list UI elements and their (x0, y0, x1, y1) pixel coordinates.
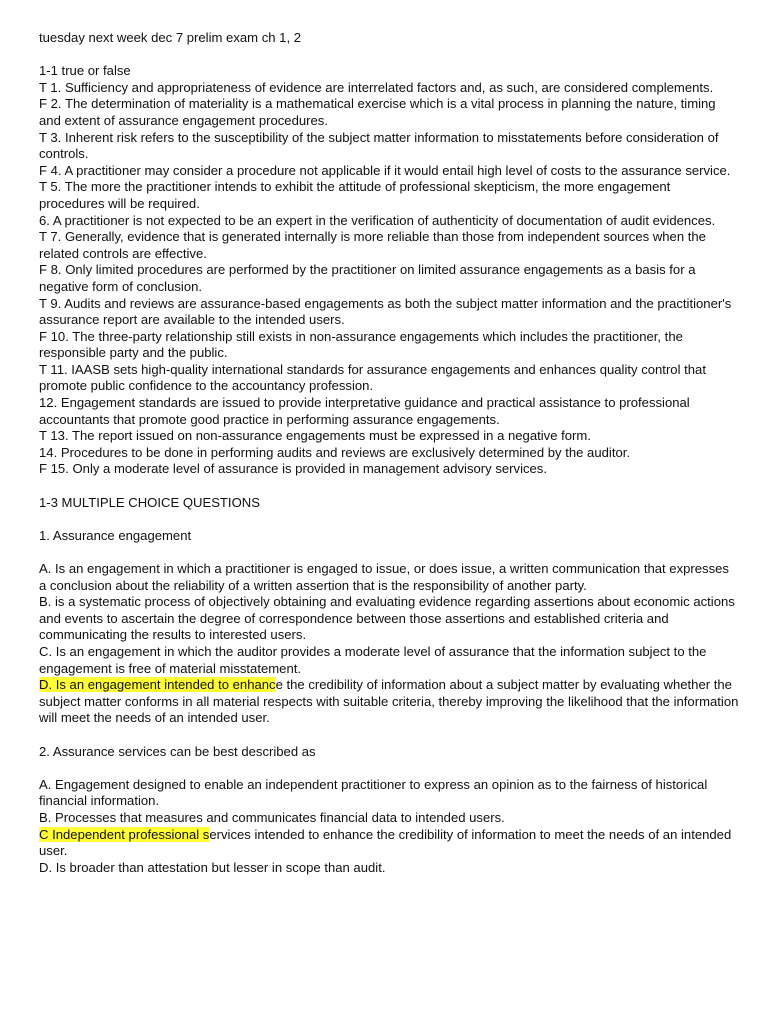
section-heading: 1-1 true or false (39, 63, 131, 79)
answer-option: C. Is an engagement in which the auditor provides a moderate level of assurance that the information subject to the engagement is free of material misstatement. (39, 643, 707, 676)
question-block (39, 744, 739, 877)
tf-item: F 8. Only limited procedures are performed by the practitioner on limited assurance engagements as a basis for a negative form of conclusion. (39, 262, 696, 294)
question-block (39, 528, 739, 727)
tf-item: T 9. Audits and reviews are assurance-based engagements as both the subject matter information and the practitioner's assurance report are available to the intended users. (39, 295, 732, 328)
spacer (39, 544, 739, 561)
answer-option: D. Is broader than attestation but lesser in scope than audit. (39, 859, 386, 875)
tf-item: T 1. Sufficiency and appropriateness of evidence are interrelated factors and, as such, are considered complements. (39, 79, 714, 95)
answer-option-highlighted (39, 677, 739, 727)
tf-item: 14. Procedures to be done in performing audits and reviews are exclusively determined by the auditor. (39, 444, 631, 460)
spacer (39, 47, 739, 64)
answer-option-highlighted (39, 827, 739, 860)
spacer (39, 478, 739, 495)
tf-item: F 4. A practitioner may consider a procedure not applicable if it would entail high level of costs to the assurance service. (39, 162, 731, 178)
option-text: e the credibility of information about a subject matter by evaluating whether the subject matter conforms in all material respects with suitable criteria, thereby improving the likelihood that the information will meet the needs of an intended user. (39, 677, 739, 726)
highlighted-text: D. Is an engagement intended to enhanc (39, 677, 276, 693)
document-page (39, 30, 739, 876)
tf-item: F 2. The determination of materiality is a mathematical exercise which is a vital process in planning the nature, timing and extent of assurance engagement procedures. (39, 96, 716, 128)
tf-item: T 11. IAASB sets high-quality international standards for assurance engagements and enhances quality control that promote public confidence to the accountancy profession. (39, 361, 706, 394)
tf-item: 12. Engagement standards are issued to provide interpretative guidance and practical assistance to professional accountants that promote good practice in performing assurance engagements. (39, 395, 690, 427)
spacer (39, 511, 739, 528)
answer-option: A. Is an engagement in which a practitioner is engaged to issue, or does issue, a written communication that expresses a conclusion about the reliability of a written assertion that is the responsibility of another party. (39, 561, 729, 593)
question-text: 1. Assurance engagement (39, 527, 192, 543)
tf-item: T 3. Inherent risk refers to the susceptibility of the subject matter information to misstatements before consideration of controls. (39, 129, 719, 162)
tf-item: T 5. The more the practitioner intends to exhibit the attitude of professional skepticism, the more engagement procedures will be required. (39, 179, 671, 211)
answer-option: B. Processes that measures and communicates financial data to intended users. (39, 809, 505, 825)
tf-item: T 7. Generally, evidence that is generated internally is more reliable than those from independent sources when the related controls are effective. (39, 229, 706, 261)
highlighted-text: C Independent professional s (39, 826, 210, 842)
answer-option: A. Engagement designed to enable an independent practitioner to express an opinion as to the fairness of historical financial information. (39, 776, 708, 809)
tf-item: F 15. Only a moderate level of assurance is provided in management advisory services. (39, 461, 547, 477)
true-false-section (39, 63, 739, 478)
option-text: ervices intended to enhance the credibility of information to meet the needs of an intended user. (39, 826, 732, 859)
question-text: 2. Assurance services can be best described as (39, 743, 316, 759)
tf-item: F 10. The three-party relationship still exists in non-assurance engagements which includes the practitioner, the responsible party and the public. (39, 328, 683, 361)
spacer (39, 760, 739, 777)
answer-option: B. is a systematic process of objectively obtaining and evaluating evidence regarding assertions about economic actions and events to ascertain the degree of correspondence between those assertions and established criteria and communicating the results to interested users. (39, 594, 735, 643)
multiple-choice-section (39, 495, 739, 877)
document-header: tuesday next week dec 7 prelim exam ch 1, 2 (39, 30, 302, 45)
section-heading: 1-3 MULTIPLE CHOICE QUESTIONS (39, 494, 260, 510)
tf-item: 6. A practitioner is not expected to be an expert in the verification of authenticity of documentation of audit evidences. (39, 212, 716, 228)
spacer (39, 727, 739, 744)
tf-item: T 13. The report issued on non-assurance engagements must be expressed in a negative form. (39, 428, 591, 444)
